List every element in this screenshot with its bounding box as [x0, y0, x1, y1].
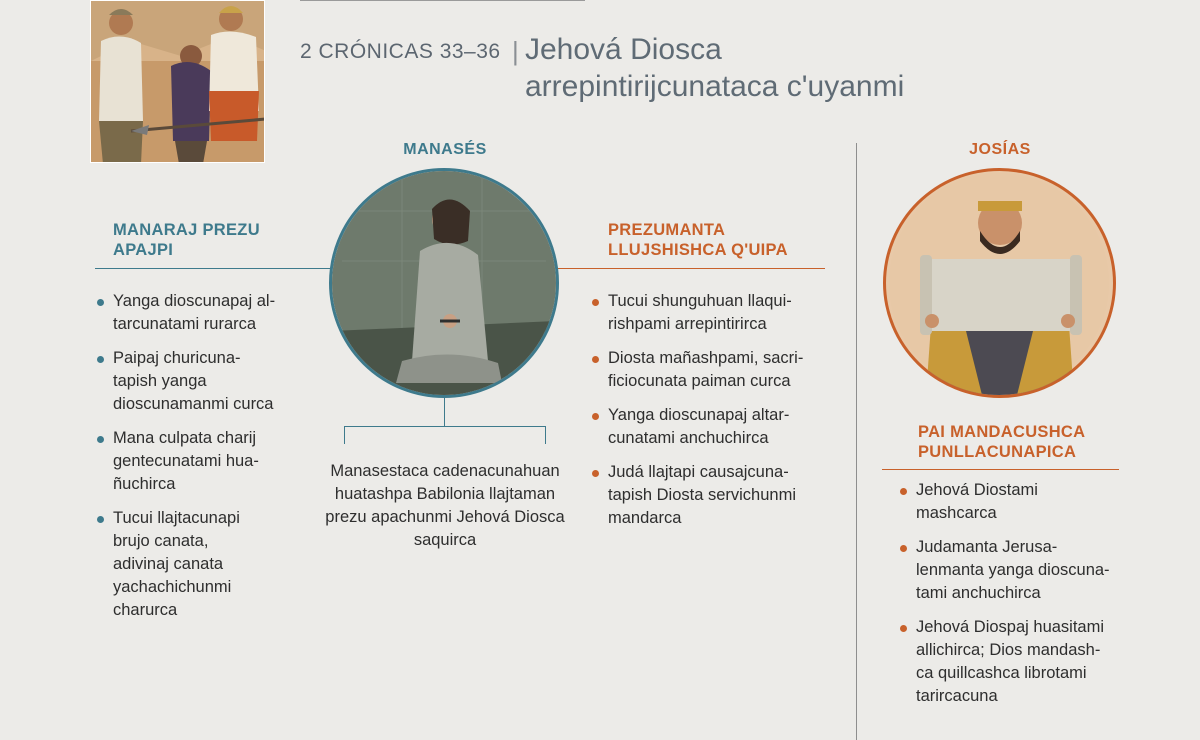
manases-name: MANASÉS	[403, 141, 487, 158]
scene-thumbnail-image	[90, 0, 265, 163]
list-item: Paipaj churicuna- tapish yanga dioscunamanmi curca	[95, 347, 310, 416]
manases-after-heading: PREZUMANTA LLUJSHISHCA Q'UIPA	[608, 221, 788, 259]
josias-name: JOSÍAS	[969, 141, 1031, 158]
bracket-left-leg	[344, 426, 345, 444]
list-item: Tucui shunguhuan llaqui- rishpami arrepintirirca	[590, 290, 830, 336]
scripture-reference: 2 CRÓNICAS 33–36	[300, 40, 501, 63]
josias-list	[898, 479, 1148, 719]
manases-after-list	[590, 290, 830, 541]
page-title: Jehová Diosca arrepintirijcunataca c'uyanmi	[525, 33, 905, 103]
list-item: Judá llajtapi causajcuna- tapish Diosta servichunmi mandarca	[590, 461, 830, 530]
bracket-right-leg	[545, 426, 546, 444]
list-item: Tucui llajtacunapi brujo canata, adivinaj canata yachachichunmi charurca	[95, 507, 310, 622]
section-divider	[856, 143, 857, 740]
manases-caption: Manasestaca cadenacunahuan huatashpa Babilonia llajtaman prezu apachunmi Jehová Diosca saquirca	[325, 462, 565, 549]
header-separator: |	[512, 36, 519, 66]
list-item: Jehová Diostami mashcarca	[898, 479, 1148, 525]
list-item: Judamanta Jerusa- lenmanta yanga dioscuna- tami anchuchirca	[898, 536, 1148, 605]
manases-before-list	[95, 290, 310, 633]
manases-before-heading: MANARAJ PREZU APAJPI	[113, 221, 260, 259]
list-item: Yanga dioscunapaj altar- cunatami anchuchirca	[590, 404, 830, 450]
manases-right-rule	[558, 268, 825, 269]
manases-portrait	[329, 168, 559, 398]
list-item: Mana culpata charij gentecunatami hua- ñuchirca	[95, 427, 310, 496]
josias-portrait	[883, 168, 1116, 398]
list-item: Jehová Diospaj huasitami allichirca; Dios mandash- ca quillcashca librotami tarircacuna	[898, 616, 1148, 708]
top-rule	[300, 0, 585, 1]
list-item: Diosta mañashpami, sacri- ficiocunata paiman curca	[590, 347, 830, 393]
list-item: Yanga dioscunapaj al- tarcunatami rurarca	[95, 290, 310, 336]
manases-left-rule	[95, 268, 335, 269]
bracket-stem	[444, 398, 445, 426]
josias-heading: PAI MANDACUSHCA PUNLLACUNAPICA	[918, 423, 1086, 461]
josias-rule	[882, 469, 1119, 470]
bracket-bar	[344, 426, 545, 427]
